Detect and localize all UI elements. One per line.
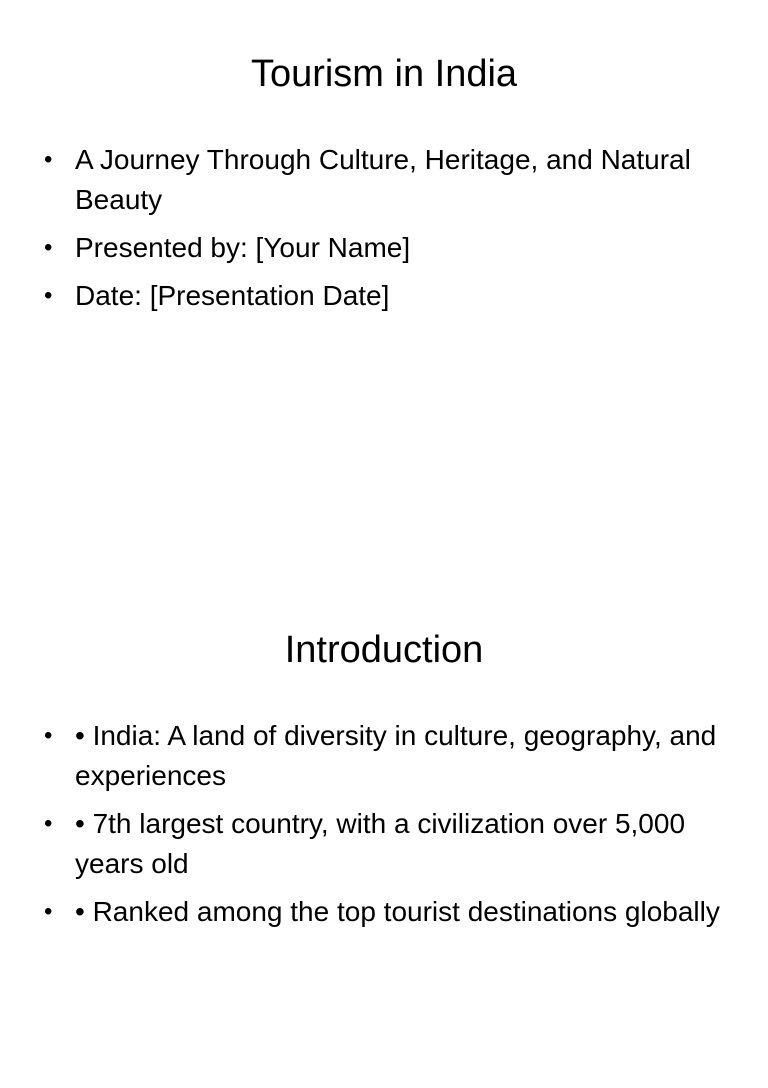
bullet-icon: • [44, 810, 53, 837]
bullet-list [40, 716, 720, 940]
list-item [40, 716, 720, 796]
bullet-icon: • [44, 722, 53, 749]
list-item [40, 140, 720, 220]
bullet-list [40, 140, 720, 324]
bullet-icon: • [44, 234, 53, 261]
slide-title: Tourism in India [250, 53, 518, 95]
list-item [40, 892, 720, 932]
bullet-text: • Ranked among the top tourist destinations globally [75, 896, 720, 927]
bullet-text: • 7th largest country, with a civilization over 5,000 years old [75, 808, 686, 879]
bullet-text: Date: [Presentation Date] [75, 280, 390, 311]
bullet-text: • India: A land of diversity in culture, geography, and experiences [75, 720, 717, 791]
slide-title-page [0, 0, 768, 512]
slide-introduction [0, 576, 768, 1088]
bullet-text: A Journey Through Culture, Heritage, and Natural Beauty [75, 144, 691, 215]
list-item [40, 276, 720, 316]
bullet-text: Presented by: [Your Name] [75, 232, 411, 263]
list-item [40, 228, 720, 268]
bullet-icon: • [44, 282, 53, 309]
slide-title: Introduction [284, 629, 484, 671]
bullet-icon: • [44, 898, 53, 925]
list-item [40, 804, 720, 884]
bullet-icon: • [44, 146, 53, 173]
